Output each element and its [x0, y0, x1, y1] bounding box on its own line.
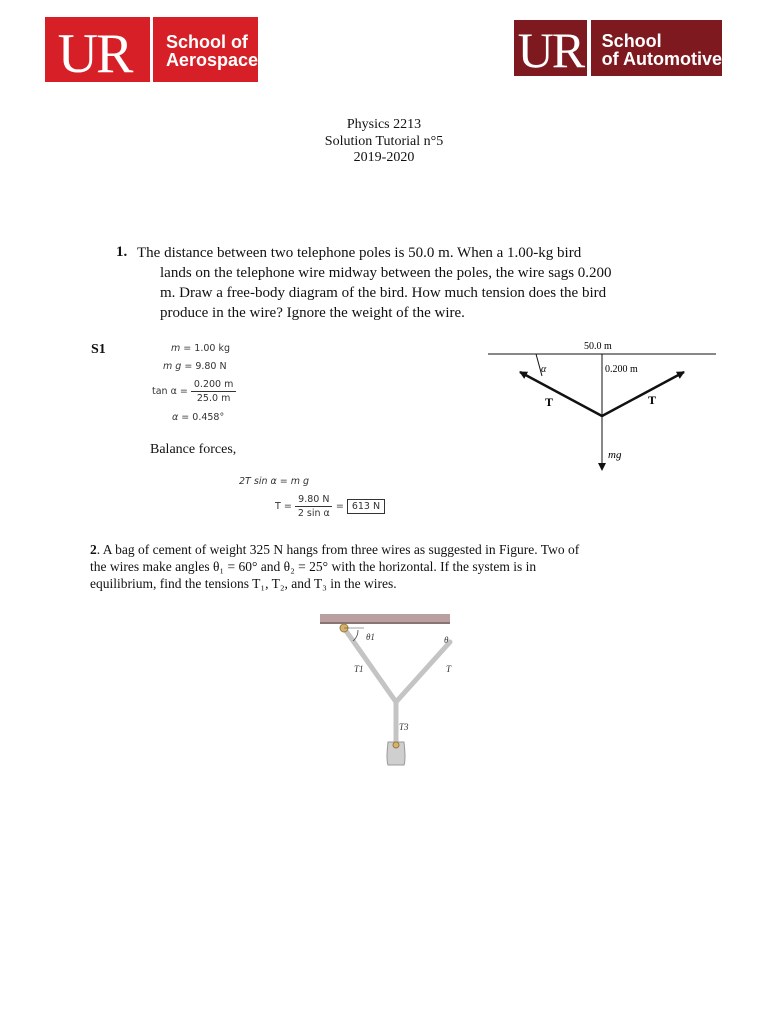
- tension-fraction: [295, 494, 333, 519]
- logo-line-1: School of: [165, 32, 248, 52]
- span-label: 50.0 m: [584, 341, 612, 352]
- tension-equals: =: [335, 501, 344, 512]
- alpha-symbol: α: [172, 412, 179, 423]
- ceiling-shadow: [320, 622, 450, 624]
- logo-text: [153, 17, 258, 82]
- ceiling-beam: [320, 614, 450, 623]
- alpha-equation: [172, 412, 224, 423]
- tension-right-label: T: [648, 393, 657, 407]
- tan-alpha-equation: [152, 379, 236, 404]
- course-name: Physics 2213: [346, 117, 422, 132]
- ur-monogram: UR: [517, 22, 584, 78]
- tension-lhs: T =: [275, 501, 292, 512]
- tension-numerator: 9.80 N: [295, 494, 332, 507]
- alpha-value: = 0.458°: [181, 412, 225, 423]
- theta1-label: θ1: [366, 632, 375, 642]
- problem-1-number: 1.: [116, 244, 128, 260]
- tan-alpha-lhs: tan α =: [152, 386, 188, 397]
- tension-equation: [275, 494, 385, 519]
- equilibrium-equation: [239, 476, 309, 487]
- mass-symbol: m: [171, 343, 181, 354]
- t3-label: T3: [399, 722, 409, 732]
- tension-denominator: 2 sin α: [297, 508, 330, 519]
- school-aerospace-logo: [45, 17, 258, 85]
- tension-left-arrow: [520, 372, 602, 416]
- logo-text: [591, 20, 722, 76]
- angle-label: α: [541, 364, 547, 375]
- logo-line-2: of Automotive: [601, 49, 722, 69]
- weight-equation: [163, 361, 227, 372]
- logo-line-2: Aerospace: [165, 50, 258, 70]
- problem-1-line: m. Draw a free-body diagram of the bird. How much tension does the bird: [160, 285, 607, 301]
- solution-1-label: S1: [91, 342, 106, 357]
- problem-1-text: [137, 243, 677, 323]
- tutorial-title: Solution Tutorial n°5: [324, 133, 444, 149]
- problem-2-line: [90, 558, 680, 575]
- weight-value: = 9.80 N: [184, 361, 227, 372]
- weight-symbol: m g: [163, 361, 182, 372]
- equilibrium-lhs: 2T sin α: [239, 476, 277, 487]
- sag-label: 0.200 m: [605, 364, 638, 375]
- problem-1-line: lands on the telephone wire midway between the poles, the wire sags 0.200: [160, 265, 612, 281]
- problem-2-line: [90, 575, 680, 592]
- problem-1-line: produce in the wire? Ignore the weight of the wire.: [160, 305, 465, 321]
- theta2-partial-label: θ: [444, 635, 449, 645]
- tension-left-label: T: [545, 395, 554, 409]
- ur-monogram: UR: [57, 23, 132, 85]
- logo-line-1: School: [601, 31, 662, 51]
- equilibrium-rhs: = m g: [279, 476, 310, 487]
- problem-2-text: [90, 541, 680, 592]
- mass-value: = 1.00 kg: [183, 343, 230, 354]
- tan-alpha-denominator: 25.0 m: [196, 393, 231, 404]
- tan-alpha-fraction: [191, 379, 236, 404]
- problem-2-number: 2: [90, 542, 97, 557]
- academic-year: 2019-2020: [353, 150, 415, 165]
- problem-2-line-text: equilibrium, find the tensions T₁, T₂, and T₃ in the wires.: [90, 576, 397, 591]
- problem-2-line: [90, 541, 680, 558]
- tan-alpha-numerator: 0.200 m: [191, 379, 236, 392]
- free-body-diagram: [486, 338, 720, 478]
- problem-2-line-text: the wires make angles θ₁ = 60° and θ₂ = 25° with the horizontal. If the system is in: [90, 559, 537, 574]
- tension-right-arrow: [602, 372, 684, 416]
- t2-partial-label: T: [446, 664, 452, 674]
- school-automotive-logo: [514, 20, 722, 76]
- problem-2-line-text: . A bag of cement of weight 325 N hangs from three wires as suggested in Figure. Two of: [96, 542, 580, 557]
- balance-forces-text: Balance forces,: [150, 442, 237, 457]
- document-header: [0, 117, 768, 167]
- bag-hook: [393, 742, 399, 748]
- mass-equation: [171, 343, 230, 354]
- cement-bag-figure: [320, 610, 450, 765]
- problem-1-line: The distance between two telephone poles is 50.0 m. When a 1.00-kg bird: [137, 245, 582, 261]
- weight-label: mg: [608, 449, 622, 461]
- t1-label: T1: [354, 664, 364, 674]
- tension-result-box: 613 N: [347, 499, 385, 514]
